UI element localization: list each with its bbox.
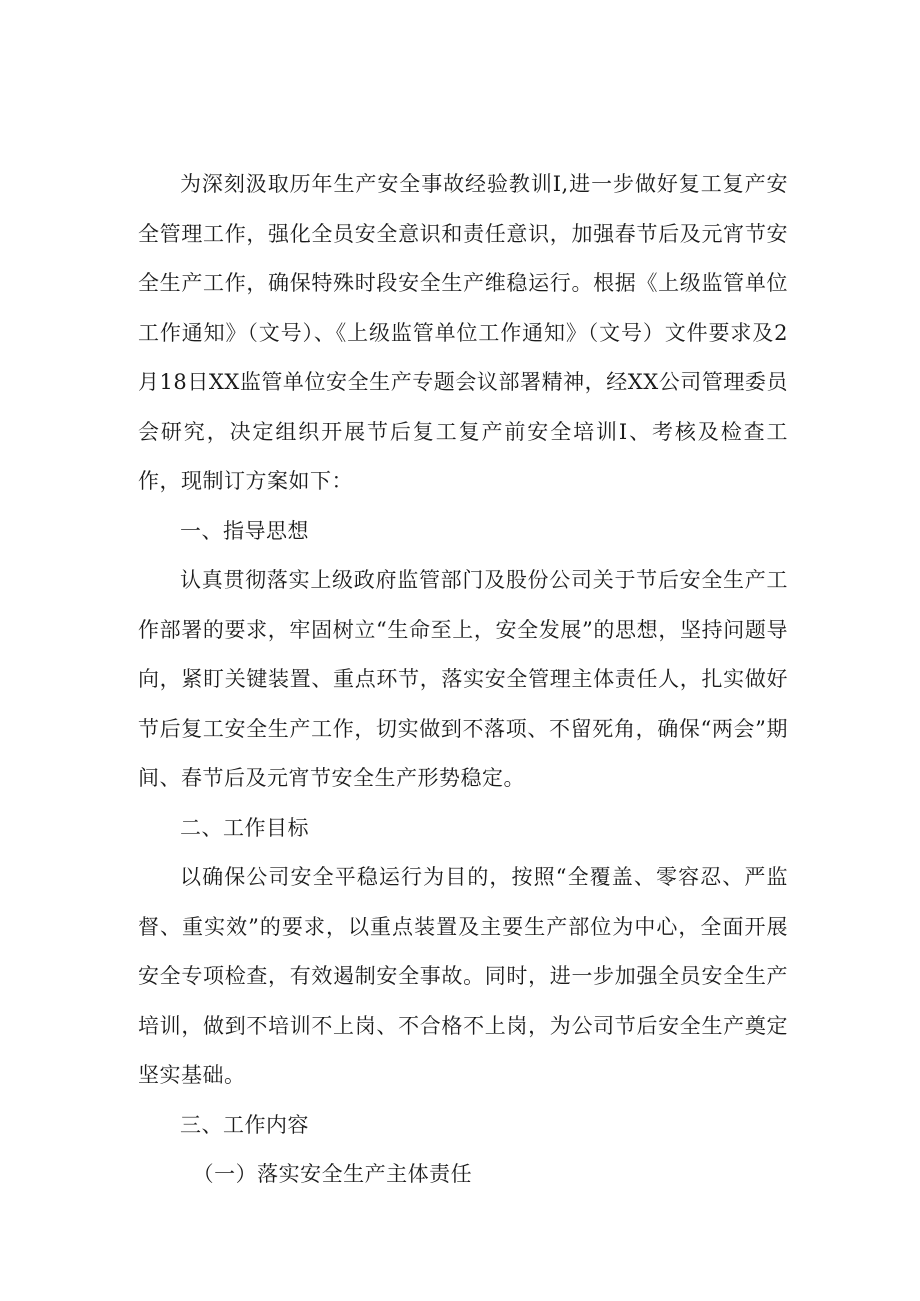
work-goals-paragraph: 以确保公司安全平稳运行为目的，按照“全覆盖、零容忍、严监督、重实效”的要求，以重点装置及主要生产部位为中心，全面开展安全专项检查，有效遏制安全事故。同时，进一步加强全员安全生产培训，做到不培训不上岗、不合格不上岗，为公司节后安全生产奠定坚实基础。	[138, 865, 788, 1087]
section-heading-work-content: 三、工作内容	[180, 1112, 309, 1137]
section-heading-guiding-ideology: 一、指导思想	[180, 518, 309, 543]
document-body	[138, 160, 788, 1200]
subsection-heading-responsibility: （一）落实安全生产主体责任	[192, 1162, 473, 1186]
guiding-ideology-paragraph: 认真贯彻落实上级政府监管部门及股份公司关于节后安全生产工作部署的要求，牢固树立“生命至上，安全发展”的思想，坚持问题导向，紧盯关键装置、重点环节，落实安全管理主体责任人，扎实做好节后复工安全生产工作，切实做到不落项、不留死角，确保“两会”期间、春节后及元宵节安全生产形势稳定。	[138, 568, 788, 790]
section-heading-work-goals: 二、工作目标	[180, 815, 309, 840]
intro-paragraph: 为深刻汲取历年生产安全事故经验教训I,进一步做好复工复产安全管理工作，强化全员安全意识和责任意识，加强春节后及元宵节安全生产工作，确保特殊时段安全生产维稳运行。根据《上级监管单位工作通知》（文号）、《上级监管单位工作通知》（文号）文件要求及2月18日XX监管单位安全生产专题会议部署精神，经XX公司管理委员会研究，决定组织开展节后复工复产前安全培训I、考核及检查工作，现制订方案如下：	[138, 172, 788, 493]
